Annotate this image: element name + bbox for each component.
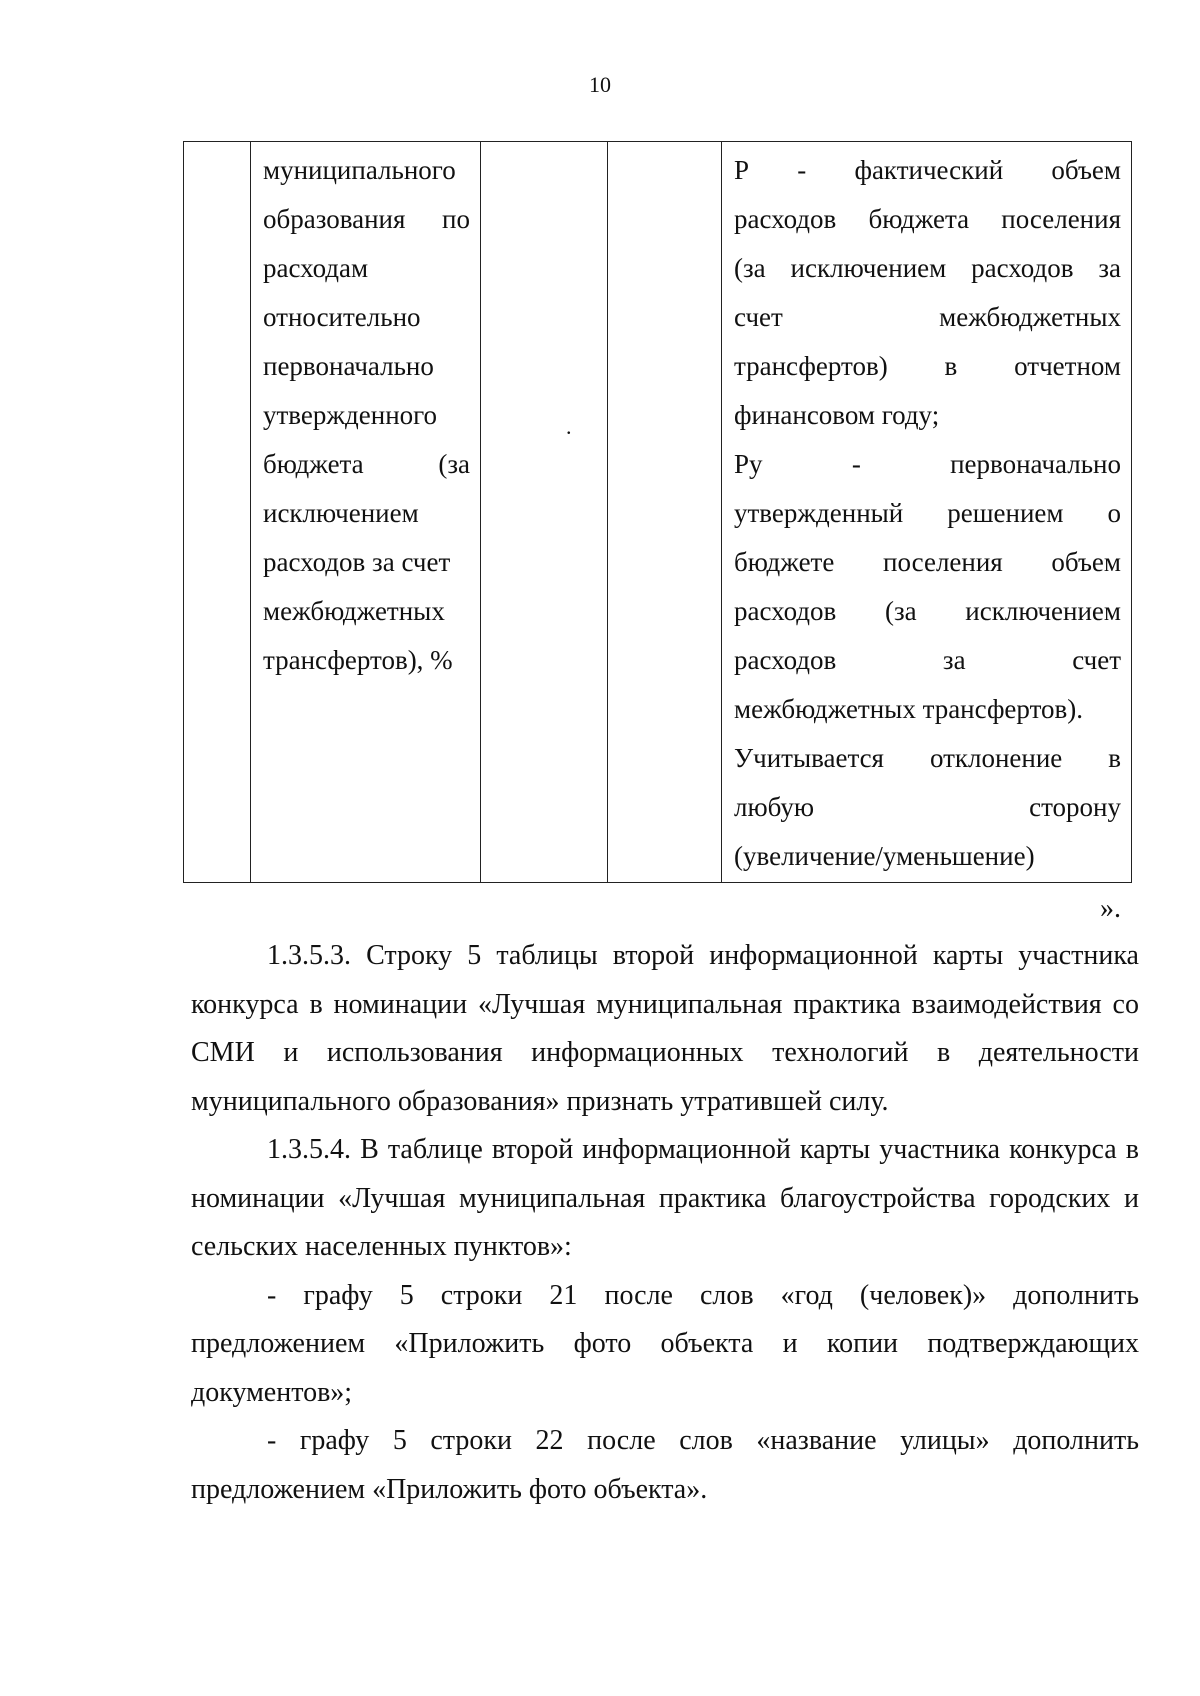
page-number: 10 (589, 72, 611, 97)
cell-line: трансфертов), % (263, 645, 453, 675)
cell-line: относительно (263, 302, 421, 332)
indicator-text (251, 142, 480, 685)
cell-line: (за исключением расходов за (734, 253, 1121, 283)
cell-line: трансфертов) в отчетном (734, 351, 1121, 381)
cell-line: муниципального (263, 155, 456, 185)
closing-quote: ». (1100, 893, 1121, 924)
document-body (191, 932, 1139, 1514)
paragraph-1354: 1.3.5.4. В таблице второй информационной карты участника конкурса в номинации «Лучшая муниципальная практика благоустройства городских и сельских населенных пунктов»: (191, 1134, 1139, 1262)
cell-line: расходам (263, 253, 369, 283)
cell-line: расходов бюджета поселения (734, 204, 1121, 234)
cell-line: счет межбюджетных (734, 302, 1121, 332)
cell-line: образования по (263, 204, 470, 234)
cell-line: первоначально (263, 351, 434, 381)
cell-line: исключением (263, 498, 419, 528)
cell-line: расходов за счет (734, 645, 1121, 675)
table-cell-empty (481, 142, 608, 883)
cell-line: любую сторону (734, 792, 1121, 822)
cell-line: финансовом году; (734, 400, 940, 430)
criteria-table (183, 141, 1132, 883)
table-marker: . (566, 414, 572, 439)
cell-line: бюджете поселения объем (734, 547, 1121, 577)
cell-line: утвержденного (263, 400, 438, 430)
cell-line: межбюджетных трансфертов). (734, 694, 1083, 724)
paragraph-1353: 1.3.5.3. Строку 5 таблицы второй информационной карты участника конкурса в номинации «Лучшая муниципальная практика взаимодействия со СМИ и использования информационных технологий в деятельности муниципального образования» признать утратившей силу. (191, 940, 1139, 1117)
cell-line: межбюджетных (263, 596, 445, 626)
cell-line: бюджета (за (263, 449, 470, 479)
table-cell-description (722, 142, 1132, 883)
cell-line: Р - фактический объем (734, 155, 1121, 185)
cell-line: Учитывается отклонение в (734, 743, 1121, 773)
cell-line: расходов за счет (263, 547, 451, 577)
list-item-row-22: - графу 5 строки 22 после слов «название улицы» дополнить предложением «Приложить фото объекта». (191, 1425, 1139, 1505)
cell-line: (увеличение/уменьшение) (734, 841, 1035, 871)
cell-line: Ру - первоначально (734, 449, 1121, 479)
cell-line: расходов (за исключением (734, 596, 1121, 626)
table-cell-indicator (251, 142, 481, 883)
description-text (722, 142, 1131, 881)
table-cell-empty (608, 142, 722, 883)
list-item-row-21: - графу 5 строки 21 после слов «год (человек)» дополнить предложением «Приложить фото объекта и копии подтверждающих документов»; (191, 1279, 1139, 1408)
table-cell-number (184, 142, 251, 883)
cell-line: утвержденный решением о (734, 498, 1121, 528)
table-row (184, 142, 1132, 883)
